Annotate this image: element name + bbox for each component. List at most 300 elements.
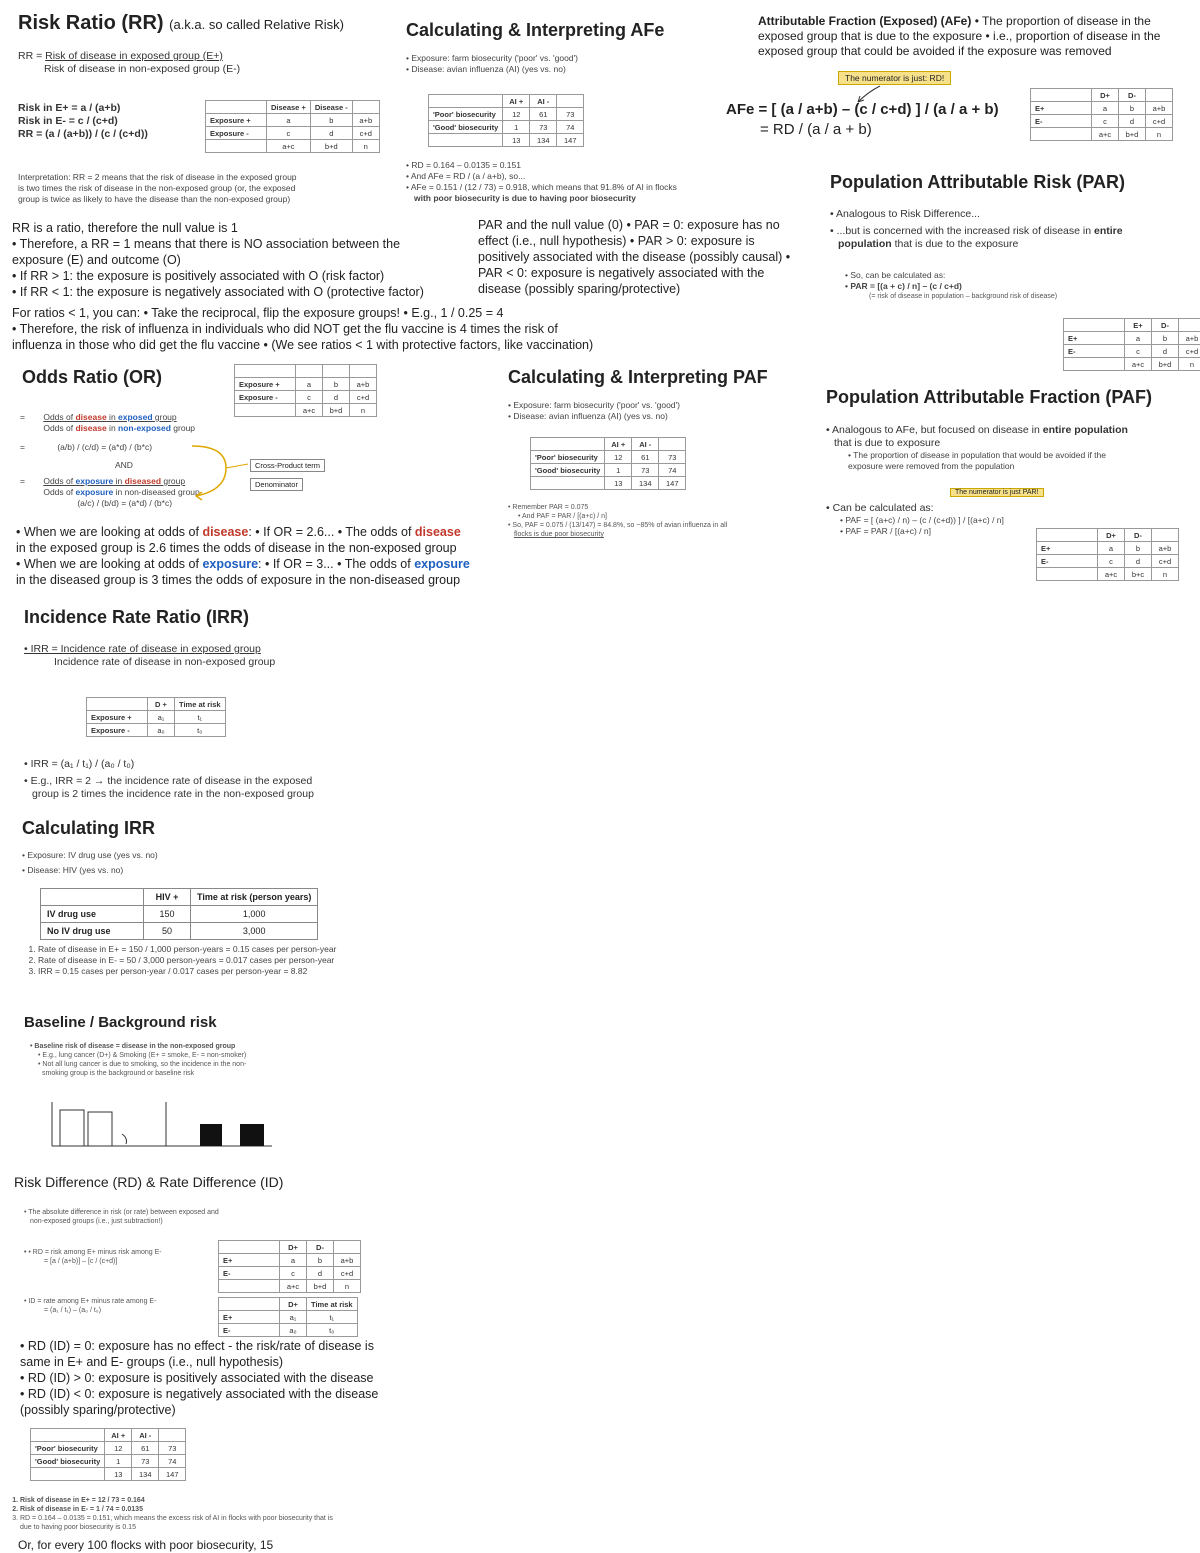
- table-row: [235, 404, 377, 417]
- table-header-row: [219, 1298, 358, 1311]
- baseline-bar-illustration: [44, 1098, 276, 1160]
- rr-lt1-line: For ratios < 1, you can: • Take the reciprocal, flip the exposure groups! • E.g., 1 / 0.25 = 4: [12, 306, 504, 320]
- rr-lt1-line: • Therefore, the risk of influenza in individuals who did NOT get the flu vaccine is 4 times the risk of: [12, 322, 558, 336]
- table-row: [206, 114, 380, 127]
- table-header-cell: D-: [1152, 319, 1179, 332]
- table-cell: c: [296, 391, 323, 404]
- id-formula: [24, 1297, 156, 1315]
- table-cell: 'Good' biosecurity: [429, 121, 503, 134]
- rr-formula-num: Risk of disease in exposed group (E+): [45, 50, 223, 62]
- rr-null-line: RR is a ratio, therefore the null value is 1: [12, 221, 238, 235]
- table-cell: 1: [105, 1455, 132, 1468]
- rd-null-line: • RD (ID) < 0: exposure is negatively associated with the disease: [20, 1387, 379, 1401]
- table-cell: b: [323, 378, 350, 391]
- table-header-cell: [87, 698, 148, 711]
- table-header-cell: [1146, 89, 1173, 102]
- table-cell: E-: [219, 1267, 280, 1280]
- table-header-cell: Disease -: [310, 101, 352, 114]
- table-cell: a: [1125, 332, 1152, 345]
- par-null-line: PAR and the null value (0) • PAR = 0: exposure has no: [478, 218, 780, 232]
- table-header-cell: [1064, 319, 1125, 332]
- table-cell: 50: [144, 923, 191, 940]
- rr-title: [18, 12, 344, 35]
- table-header-row: [235, 365, 377, 378]
- or-f1-den-d: non-exposed: [118, 423, 171, 433]
- table-cell: t₁: [307, 1311, 358, 1324]
- irr-formula-num: • IRR = Incidence rate of disease in exposed group: [24, 643, 261, 655]
- table-header-cell: Time at risk: [175, 698, 226, 711]
- paf-calc-variables: [508, 400, 680, 422]
- table-cell: Exposure -: [87, 724, 148, 737]
- or-arrows: [186, 440, 250, 504]
- rr-lt1-line: influenza in those who did get the flu vaccine • (We see ratios < 1 with protective factors, like vaccination): [12, 338, 594, 352]
- table-cell: a: [280, 1254, 307, 1267]
- table-cell: b: [1125, 542, 1152, 555]
- afe-calc-result-line: • RD = 0.164 – 0.0135 = 0.151: [406, 160, 521, 170]
- table-cell: c+d: [334, 1267, 361, 1280]
- table-cell: 74: [557, 121, 584, 134]
- baseline-line: • Baseline risk of disease = disease in the non-exposed group: [30, 1043, 236, 1050]
- table-cell: 147: [557, 134, 584, 147]
- table-cell: 73: [159, 1442, 186, 1455]
- baseline-line: • Not all lung cancer is due to smoking, so the incidence in the non-: [38, 1061, 247, 1068]
- or-eq-sign: =: [20, 442, 25, 452]
- or-f1-den-b: disease: [75, 423, 107, 433]
- or-f2-num-e: group: [161, 476, 186, 486]
- irr-calc-step: 3. IRR = 0.15 cases per person-year / 0.017 cases per person-year = 8.82: [38, 966, 342, 977]
- table-header-cell: [557, 95, 584, 108]
- table-row: [429, 121, 584, 134]
- paf-calc-disease: • Disease: avian influenza (AI) (yes vs. no): [508, 411, 668, 421]
- or-interpretation: [16, 524, 470, 588]
- baseline-line: • E.g., lung cancer (D+) & Smoking (E+ = smoke, E- = non-smoker): [38, 1052, 247, 1059]
- paf-analogous-c: that is due to exposure: [834, 437, 941, 449]
- par-null-line: disease (possibly sparing/protective): [478, 282, 681, 296]
- table-cell: t₁: [175, 711, 226, 724]
- rd-null-line: • RD (ID) > 0: exposure is positively associated with the disease: [20, 1371, 374, 1385]
- table-row: [206, 127, 380, 140]
- table-cell: a: [1098, 542, 1125, 555]
- paf-calc-result-line: • Remember PAR = 0.075: [508, 504, 589, 511]
- table-row: [1037, 542, 1179, 555]
- table-header-row: [87, 698, 226, 711]
- paf-proportion-cont: exposure were removed from the population: [848, 461, 1015, 471]
- table-row: [429, 134, 584, 147]
- rd-intro-line: • The absolute difference in risk (or rate) between exposed and: [24, 1209, 219, 1216]
- or-i1a: • When we are looking at odds of: [16, 525, 203, 539]
- rd-example-steps: [6, 1496, 346, 1532]
- table-cell: 13: [503, 134, 530, 147]
- irr-calc-table: [40, 888, 318, 940]
- rr-interpretation: [18, 172, 297, 205]
- table-header-cell: [352, 101, 379, 114]
- table-row: [219, 1267, 361, 1280]
- table-row: [41, 906, 318, 923]
- rd-title: Risk Difference (RD) & Rate Difference (ID): [14, 1174, 284, 1190]
- table-cell: c: [1092, 115, 1119, 128]
- table-cell: b+d: [1152, 358, 1179, 371]
- rd-null-line: same in E+ and E- groups (i.e., null hypothesis): [20, 1355, 283, 1369]
- or-cross-product-label: Cross-Product term: [250, 459, 325, 472]
- table-cell: 74: [659, 464, 686, 477]
- table-row: [429, 108, 584, 121]
- table-cell: [206, 140, 267, 153]
- rr-null-line: • Therefore, a RR = 1 means that there is NO association between the: [12, 237, 401, 251]
- par-body: [830, 208, 1123, 251]
- or-f2-den-c: in non-diseased group: [113, 487, 200, 497]
- table-cell: b: [310, 114, 352, 127]
- rr-interp-line: is two times the risk of disease in the non-exposed group (or, the exposed: [18, 183, 296, 193]
- table-cell: [235, 404, 296, 417]
- rr-subtitle: (a.k.a. so called Relative Risk): [169, 17, 344, 32]
- or-and: AND: [115, 460, 133, 470]
- table-cell: d: [323, 391, 350, 404]
- irr-example-1: • E.g., IRR = 2 → the incidence rate of disease in the exposed: [24, 775, 313, 787]
- paf-title: Population Attributable Fraction (PAF): [826, 387, 1152, 407]
- table-header-row: [206, 101, 380, 114]
- table-cell: b+d: [1119, 128, 1146, 141]
- or-i3d: exposure: [414, 557, 470, 571]
- or-i1d: disease: [414, 525, 461, 539]
- afe-calc-disease: • Disease: avian influenza (AI) (yes vs. no): [406, 64, 566, 74]
- afe-calc-result-line: • AFe = 0.151 / (12 / 73) = 0.918, which means that 91.8% of AI in flocks: [406, 182, 677, 192]
- or-formula-disease: [20, 412, 195, 434]
- table-header-cell: [659, 438, 686, 451]
- rr-null-line: exposure (E) and outcome (O): [12, 253, 181, 267]
- table-header-cell: Time at risk (person years): [191, 889, 318, 906]
- table-cell: 61: [632, 451, 659, 464]
- table-header-cell: Disease +: [267, 101, 311, 114]
- afe-numerator-note: The numerator is just: RD!: [838, 71, 951, 85]
- paf-calc-result-line: • And PAF = PAR / [(a+c) / n]: [518, 513, 607, 520]
- table-cell: a+b: [1179, 332, 1200, 345]
- afe-formula-line2: = RD / (a / a + b): [760, 121, 872, 138]
- table-cell: Exposure -: [235, 391, 296, 404]
- irr-formula-full: • IRR = (a₁ / t₁) / (a₀ / t₀): [24, 758, 135, 770]
- table-cell: n: [1146, 128, 1173, 141]
- rr-title-text: Risk Ratio (RR): [18, 12, 164, 34]
- paf-calc-result-line: • So, PAF = 0.075 / (13/147) = 84.8%, so ~85% of avian influenza in all: [508, 522, 728, 529]
- table-cell: a+b: [1146, 102, 1173, 115]
- rr-formula-lhs: RR =: [18, 50, 43, 62]
- table-row: [1064, 345, 1200, 358]
- table-cell: d: [1119, 115, 1146, 128]
- table-row: [1031, 102, 1173, 115]
- table-cell: 'Good' biosecurity: [531, 464, 605, 477]
- or-f2-num-c: in: [113, 476, 125, 486]
- afe-calc-table: [428, 94, 584, 147]
- table-cell: 147: [659, 477, 686, 490]
- table-cell: a+c: [296, 404, 323, 417]
- table-row: [219, 1254, 361, 1267]
- afe-calc-result-line: • And AFe = RD / (a / a+b), so...: [406, 171, 526, 181]
- par-null-line: effect (i.e., null hypothesis) • PAR > 0: exposure is: [478, 234, 755, 248]
- par-concern-b: entire: [1093, 225, 1123, 237]
- table-cell: c: [1125, 345, 1152, 358]
- table-cell: d: [1125, 555, 1152, 568]
- table-cell: E-: [1031, 115, 1092, 128]
- afe-definition: [758, 14, 1198, 59]
- table-header-cell: [296, 365, 323, 378]
- table-header-row: [1037, 529, 1179, 542]
- paf-analogous-b: entire population: [1042, 424, 1128, 436]
- paf-proportion: • The proportion of disease in population that would be avoided if the: [848, 450, 1106, 460]
- table-cell: d: [1152, 345, 1179, 358]
- irr-formula-example: [24, 758, 314, 801]
- irr-table: [86, 697, 226, 737]
- table-cell: 73: [530, 121, 557, 134]
- table-cell: E+: [219, 1254, 280, 1267]
- table-cell: 61: [530, 108, 557, 121]
- table-row: [31, 1442, 186, 1455]
- table-header-row: [219, 1241, 361, 1254]
- irr-calc-steps: [22, 944, 342, 977]
- table-row: [235, 378, 377, 391]
- table-row: [206, 140, 380, 153]
- table-row: [531, 451, 686, 464]
- afe-calc-variables: [406, 53, 578, 75]
- or-i3b: exposure: [202, 557, 259, 571]
- table-cell: Exposure +: [235, 378, 296, 391]
- table-cell: E+: [1037, 542, 1098, 555]
- par-calc-note: (= risk of disease in population – background risk of disease): [869, 293, 1058, 300]
- table-cell: c+d: [352, 127, 379, 140]
- table-header-cell: [1152, 529, 1179, 542]
- rr-formula: [18, 50, 240, 76]
- or-i3a: • When we are looking at odds of: [16, 557, 203, 571]
- table-row: [531, 464, 686, 477]
- or-denominator-label: Denominator: [250, 478, 303, 491]
- rr-interp-line: Interpretation: RR = 2 means that the risk of disease in the exposed group: [18, 172, 297, 182]
- table-header-row: [429, 95, 584, 108]
- irr-calc-step: 1. Rate of disease in E+ = 150 / 1,000 person-years = 0.15 cases per person-year: [38, 944, 342, 955]
- id-formula-1: • ID = rate among E+ minus rate among E-: [24, 1298, 157, 1305]
- table-header-cell: AI +: [503, 95, 530, 108]
- table-row: [31, 1455, 186, 1468]
- table-cell: c+d: [1179, 345, 1200, 358]
- table-cell: n: [1179, 358, 1200, 371]
- table-header-cell: D +: [148, 698, 175, 711]
- par-concern-d: that is due to the exposure: [891, 238, 1019, 250]
- paf-calc-table: [530, 437, 686, 490]
- or-f1-num-e: group: [152, 412, 177, 422]
- table-cell: E-: [219, 1324, 280, 1337]
- or-i1c: : • If OR = 2.6... • The odds of: [248, 525, 415, 539]
- table-cell: 73: [659, 451, 686, 464]
- table-header-cell: [323, 365, 350, 378]
- table-cell: Exposure +: [206, 114, 267, 127]
- irr-calc-title: Calculating IRR: [22, 818, 156, 838]
- or-i4: in the diseased group is 3 times the odds of exposure in the non-diseased group: [16, 573, 461, 587]
- or-f1-calc: (a/b) / (c/d) = (a*d) / (b*c): [57, 442, 153, 452]
- table-cell: d: [307, 1267, 334, 1280]
- table-cell: c+d: [1146, 115, 1173, 128]
- table-header-cell: HIV +: [144, 889, 191, 906]
- table-row: [87, 724, 226, 737]
- rd-step: 1. Risk of disease in E+ = 12 / 73 = 0.164: [20, 1496, 346, 1505]
- table-cell: E+: [1064, 332, 1125, 345]
- par-calc: [845, 270, 1057, 301]
- rd-example-table: [30, 1428, 186, 1481]
- or-i2: in the exposed group is 2.6 times the odds of disease in the non-exposed group: [16, 541, 457, 555]
- table-cell: E+: [219, 1311, 280, 1324]
- table-cell: [1037, 568, 1098, 581]
- par-null-line: PAR < 0: exposure is negatively associated with the: [478, 266, 765, 280]
- table-header-cell: [206, 101, 267, 114]
- or-f2-den-a: Odds of: [43, 487, 76, 497]
- table-cell: 12: [605, 451, 632, 464]
- rd-step: 2. Risk of disease in E- = 1 / 74 = 0.0135: [20, 1505, 346, 1514]
- table-cell: d: [310, 127, 352, 140]
- table-header-cell: [1037, 529, 1098, 542]
- par-calc-formula: • PAR = [(a + c) / n] – (c / c+d): [845, 281, 962, 291]
- table-cell: b: [1152, 332, 1179, 345]
- afe-calc-result-line: with poor biosecurity is due to having poor biosecurity: [414, 193, 636, 203]
- table-header-cell: D-: [1119, 89, 1146, 102]
- table-cell: [1031, 128, 1092, 141]
- table-cell: c: [1098, 555, 1125, 568]
- table-header-cell: E+: [1125, 319, 1152, 332]
- table-header-cell: Time at risk: [307, 1298, 358, 1311]
- or-f2-num-b: exposure: [75, 476, 114, 486]
- par-null-value: [478, 217, 790, 297]
- table-header-cell: D+: [1092, 89, 1119, 102]
- table-cell: b+c: [1125, 568, 1152, 581]
- table-header-cell: AI +: [105, 1429, 132, 1442]
- table-cell: b+d: [323, 404, 350, 417]
- rd-intro: [24, 1208, 219, 1226]
- table-header-cell: AI -: [530, 95, 557, 108]
- table-cell: 'Poor' biosecurity: [31, 1442, 105, 1455]
- id-formula-2: = (a₁ / t₁) – (a₀ / t₀): [44, 1307, 102, 1314]
- afe-desc-line: • The proportion of disease in the: [974, 14, 1151, 28]
- table-row: [1031, 115, 1173, 128]
- rd-formula-2: = [a / (a+b)] – [c / (c+d)]: [44, 1258, 118, 1265]
- table-header-cell: D+: [280, 1241, 307, 1254]
- table-row: [1031, 128, 1173, 141]
- or-f2-num-d: diseased: [124, 476, 162, 486]
- table-cell: 147: [159, 1468, 186, 1481]
- afe-title: Attributable Fraction (Exposed) (AFe): [758, 14, 972, 28]
- table-cell: a+c: [1092, 128, 1119, 141]
- or-i3c: : • If OR = 3... • The odds of: [258, 557, 415, 571]
- table-cell: a+c: [1125, 358, 1152, 371]
- or-f1-num-b: disease: [75, 412, 107, 422]
- table-cell: 1: [503, 121, 530, 134]
- paf-calc-formulas: [826, 502, 1004, 537]
- table-header-cell: [350, 365, 377, 378]
- or-f1-num-d: exposed: [118, 412, 153, 422]
- rd-last-line: Or, for every 100 flocks with poor biosecurity, 15: [18, 1538, 274, 1552]
- table-cell: a₁: [148, 711, 175, 724]
- rr-formula-den: Risk of disease in non-exposed group (E-): [44, 63, 241, 75]
- table-cell: t₀: [307, 1324, 358, 1337]
- irr-calc-step: 2. Rate of disease in E- = 50 / 3,000 person-years = 0.017 cases per person-year: [38, 955, 342, 966]
- table-row: [531, 477, 686, 490]
- table-header-row: [31, 1429, 186, 1442]
- par-concern-a: • ...but is concerned with the increased risk of disease in: [830, 225, 1094, 237]
- or-table: [234, 364, 377, 417]
- table-row: [235, 391, 377, 404]
- table-cell: 150: [144, 906, 191, 923]
- table-cell: E-: [1064, 345, 1125, 358]
- table-cell: 73: [557, 108, 584, 121]
- paf-calc-exposure: • Exposure: farm biosecurity ('poor' vs. 'good'): [508, 400, 680, 410]
- table-cell: 134: [132, 1468, 159, 1481]
- table-row: [87, 711, 226, 724]
- table-cell: c+d: [350, 391, 377, 404]
- table-header-cell: [334, 1241, 361, 1254]
- table-cell: b: [307, 1254, 334, 1267]
- table-cell: a₁: [280, 1311, 307, 1324]
- table-cell: b: [1119, 102, 1146, 115]
- table-cell: 3,000: [191, 923, 318, 940]
- or-f2-num-a: Odds of: [43, 476, 76, 486]
- table-cell: a: [267, 114, 311, 127]
- rr-risk-list: [18, 102, 148, 141]
- table-cell: 13: [105, 1468, 132, 1481]
- table-cell: 13: [605, 477, 632, 490]
- or-f1-den-a: Odds of: [43, 423, 76, 433]
- par-table: [1063, 318, 1200, 371]
- table-header-row: [1031, 89, 1173, 102]
- rd-null-line: (possibly sparing/protective): [20, 1403, 176, 1417]
- table-header-cell: D+: [1098, 529, 1125, 542]
- paf-formula-2: • PAF = PAR / [(a+c) / n]: [840, 526, 931, 536]
- rd-formula-1: • RD = risk among E+ minus risk among E-: [28, 1249, 162, 1256]
- table-cell: 1,000: [191, 906, 318, 923]
- table-header-cell: [235, 365, 296, 378]
- table-row: [1064, 358, 1200, 371]
- table-cell: n: [352, 140, 379, 153]
- rr-ratio-less-than-one: [12, 305, 593, 353]
- table-cell: a₀: [280, 1324, 307, 1337]
- table-header-cell: AI -: [632, 438, 659, 451]
- table-cell: 'Good' biosecurity: [31, 1455, 105, 1468]
- rd-null-value: [20, 1338, 378, 1418]
- table-cell: a+c: [1098, 568, 1125, 581]
- table-header-cell: [219, 1241, 280, 1254]
- table-header-cell: AI -: [132, 1429, 159, 1442]
- table-cell: No IV drug use: [41, 923, 144, 940]
- table-cell: n: [334, 1280, 361, 1293]
- irr-example-2: group is 2 times the incidence rate in the non-exposed group: [32, 788, 314, 800]
- afe-desc-line: exposed group that is due to the exposure • i.e., proportion of disease in the: [758, 29, 1161, 43]
- table-cell: c+d: [1152, 555, 1179, 568]
- paf-numerator-note: The numerator is just PAR!: [950, 488, 1044, 497]
- table-cell: a+b: [350, 378, 377, 391]
- or-f1-num-c: in: [106, 412, 119, 422]
- or-f1-den-e: group: [170, 423, 196, 433]
- irr-formula: [24, 643, 275, 669]
- table-cell: a+c: [267, 140, 311, 153]
- table-cell: 73: [132, 1455, 159, 1468]
- table-row: [41, 923, 318, 940]
- table-cell: 'Poor' biosecurity: [531, 451, 605, 464]
- par-concern-c: population: [838, 238, 892, 250]
- table-header-cell: [31, 1429, 105, 1442]
- or-formula-exposure: [20, 476, 200, 509]
- table-row: [1037, 555, 1179, 568]
- table-cell: c: [280, 1267, 307, 1280]
- table-cell: Exposure +: [87, 711, 148, 724]
- table-header-cell: AI +: [605, 438, 632, 451]
- table-row: [31, 1468, 186, 1481]
- table-header-cell: D-: [1125, 529, 1152, 542]
- irr-calc-exposure: • Exposure: IV drug use (yes vs. no): [22, 850, 158, 860]
- paf-analogous-a: • Analogous to AFe, but focused on disease in: [826, 424, 1043, 436]
- rr-formula-full: RR = (a / (a+b)) / (c / (c+d)): [18, 128, 148, 140]
